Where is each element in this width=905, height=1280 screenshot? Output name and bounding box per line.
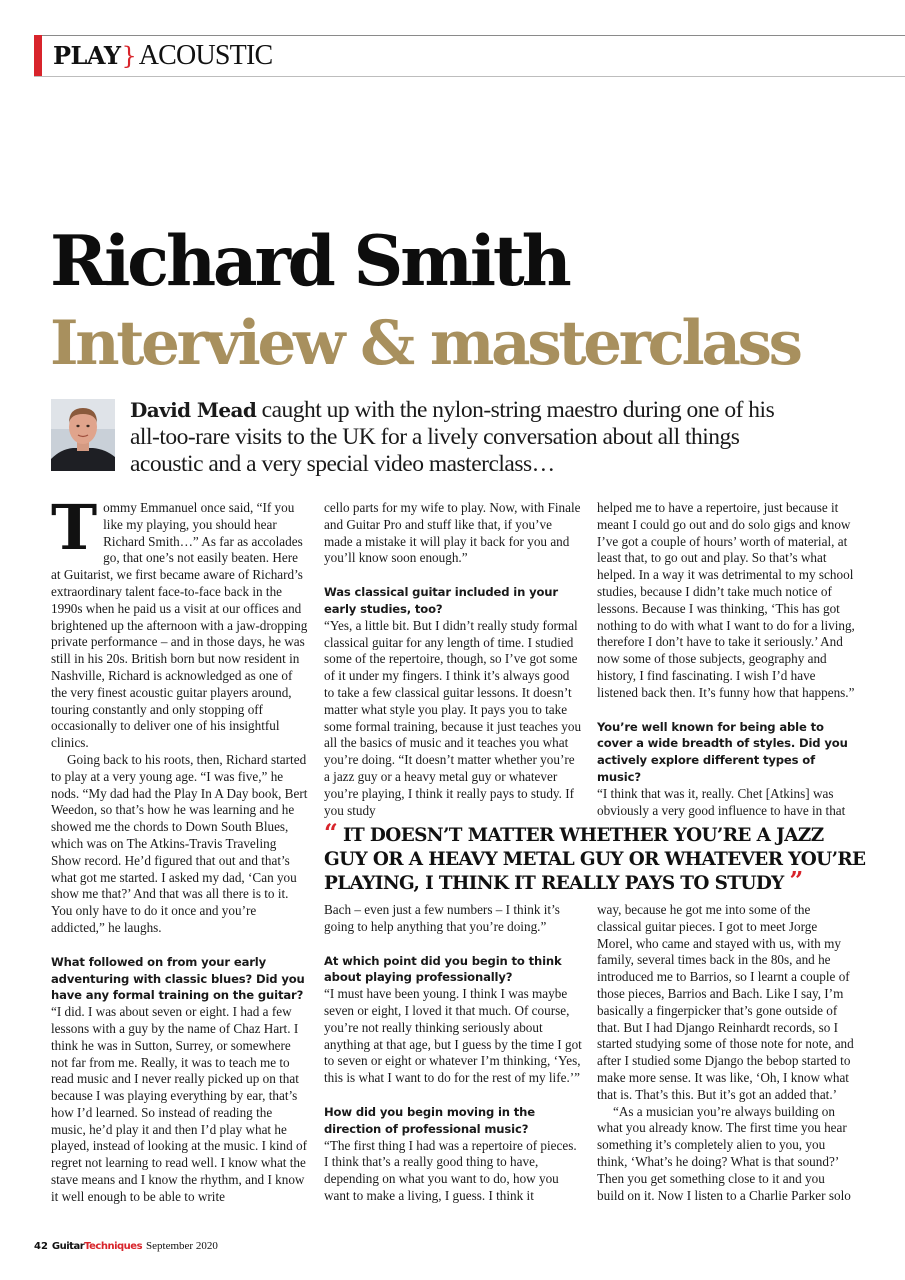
drop-cap: T [51, 491, 98, 564]
section-label: PLAY [53, 41, 121, 70]
interview-question: Was classical guitar included in your early studies, too? [324, 585, 558, 616]
interview-answer: “The first thing I had was a repertoire of pieces. I think that’s a really good thing to have, depending on what you want to do, how you want to make a living, I guess. I think it [324, 1137, 577, 1203]
subsection-label: ACOUSTIC [138, 40, 273, 71]
interview-answer: “I think that was it, really. Chet [Atkins] was obviously a very good influence to have in that [597, 785, 846, 818]
column-3-top [597, 500, 855, 819]
interview-question: You’re well known for being able to cover a wide breadth of styles. Did you actively explore different types of music? [597, 719, 848, 784]
close-quote-mark: ” [789, 866, 803, 895]
body-paragraph: Going back to his roots, then, Richard started to play at a very young age. “I was five,” he nods. “My dad had the Play In A Day book, Bert Weedon, so that’s how he was learning and he showed me the chords to Down South Blues, which was on The Atkins-Travis Traveling Show record. He’d figured that out and that’s what got me started. I asked my dad, ‘Can you show me that?’ And that was all there is to it. You only have to do it once and you’re addicted,” he laughs. [51, 751, 308, 935]
header-rule-bottom [34, 76, 905, 77]
column-3-bottom [597, 902, 855, 1204]
pull-quote-text: IT DOESN’T MATTER WHETHER YOU’RE A JAZZ GUY OR A HEAVY METAL GUY OR WHATEVER YOU’RE PLAYING, I THINK IT REALLY PAYS TO STUDY [324, 825, 866, 894]
interview-answer: “Yes, a little bit. But I didn’t really study formal classical guitar for any length of time. I studied some of the repertoire, though, so I’ve got some of it under my fingers. I think it’s always good to take a few classical guitar lessons. It doesn’t matter what style you play. It pays you to take some formal training, because it just teaches you all the basics of music and it teaches you what you’re doing. “It doesn’t matter whether you’re a jazz guy or a heavy metal guy or whatever you’re playing, I think it really pays to study. If you study [324, 617, 582, 818]
open-quote-mark: “ [324, 818, 338, 847]
column-2-bottom [324, 902, 582, 1205]
interview-answer: “I must have been young. I think I was maybe seven or eight, I loved it that much. Of course, you’re not really thinking seriously about anything at that age, but I guess by the time I got to seven or eight or whatever I’m thinking, ‘Yes, this is what I want to do for the rest of my life.’” [324, 986, 582, 1086]
body-paragraph: Bach – even just a few numbers – I think it’s going to help anything that you’re doing.” [324, 902, 560, 934]
interview-question: How did you begin moving in the direction of professional music? [324, 1104, 536, 1136]
body-paragraph: way, because he got me into some of the classical guitar pieces. I got to meet Jorge Morel, who came and stayed with us, with my family, several times back in the 80s, and he introduced me to Barrios, so I learnt a couple of those pieces, Barrios and Bach. Like I say, I’m basically a fingerpicker that’s gone outside of that. But I had Django Reinhardt records, so I started studying some of those note for note, and after I studied some Django the bebop started to make more sense. It was like, ‘Oh, I know what that is. That’s this. But it’s got an added that.’ [597, 902, 854, 1102]
standfirst-text: caught up with the nylon-string maestro during one of his all-too-rare visits to the UK for a lively conversation about all things acoustic and a very special video masterclass… [130, 397, 775, 477]
column-2-top [324, 500, 582, 819]
section-header [53, 40, 272, 72]
body-paragraph: helped me to have a repertoire, just because it meant I could go out and do solo gigs and know I’ve got a couple of hours’ worth of material, at least that, to go out and play. So that’s what helped. In a way it was detrimental to my school studies, because I didn’t take much notice of lessons. Because I was thinking, ‘This has got nothing to do with what I want to do for a living, therefore I don’t have to take it seriously.’ And now some of those subjects, geography and history, I find fascinating. I wish I’d have listened back then. It’s funny how that happens.” [597, 500, 855, 700]
header-accent-bar [34, 35, 42, 76]
magazine-name-part2: Techniques [84, 1241, 143, 1252]
author-name: David Mead [130, 398, 257, 422]
article-title: Richard Smith [50, 221, 569, 302]
interview-answer: “I did. I was about seven or eight. I had a few lessons with a guy by the name of Chaz Hart. I think he was in Sutton, Surrey, or somewhere not far from me. Really, it was to teach me to read music and I never really picked up on that because I was playing everything by ear, that’s how I’d learned. So instead of reading the music, he’d play it and then I’d play what he played, instead of looking at the music. I kind of regret not learning to read well. I know what the stave means and I know the rhythm, and I know it well enough to be able to write [51, 1004, 308, 1204]
column-1 [51, 491, 309, 1206]
page-number: 42 [34, 1241, 48, 1252]
body-paragraph: cello parts for my wife to play. Now, with Finale and Guitar Pro and stuff like that, if you’ve made a mistake it will play it back for you and you’ll know soon enough.” [324, 500, 581, 566]
interview-question: At which point did you begin to think about playing professionally? [324, 953, 562, 985]
issue-date: September 2020 [146, 1240, 218, 1252]
section-separator: } [121, 42, 137, 70]
standfirst [130, 397, 790, 478]
opening-paragraph [51, 491, 309, 752]
author-avatar [51, 399, 115, 471]
page-footer [34, 1240, 218, 1252]
article-subtitle: Interview & masterclass [50, 308, 800, 379]
body-paragraph: “As a musician you’re always building on what you already know. The first time you hear something it’s completely alien to you, you think, ‘What’s he doing? What is that sound?’ Then you get something close to it and you build on it. Now I listen to a Charlie Parker solo [597, 1103, 851, 1203]
interview-question: What followed on from your early adventuring with classic blues? Did you have any formal training on the guitar? [51, 954, 305, 1003]
header-rule-top [34, 35, 905, 36]
magazine-name-part1: Guitar [51, 1241, 85, 1252]
pull-quote [324, 818, 869, 896]
opening-paragraph-text: ommy Emmanuel once said, “If you like my playing, you should hear Richard Smith…” As far as accolades go, that one’s not easily beaten. Here at Guitarist, we first became aware of Richard’s extraordinary talent face-to-face back in the 1990s when he paid us a visit at our offices and brightened up the afternoon with a jaw-dropping private performance – and in those days, he was still in his 20s. British born but now resident in Nashville, Richard is acknowledged as one of the very finest acoustic guitar players around, touring constantly and only stopping off occasionally to deliver one of his insightful clinics. [51, 500, 308, 751]
